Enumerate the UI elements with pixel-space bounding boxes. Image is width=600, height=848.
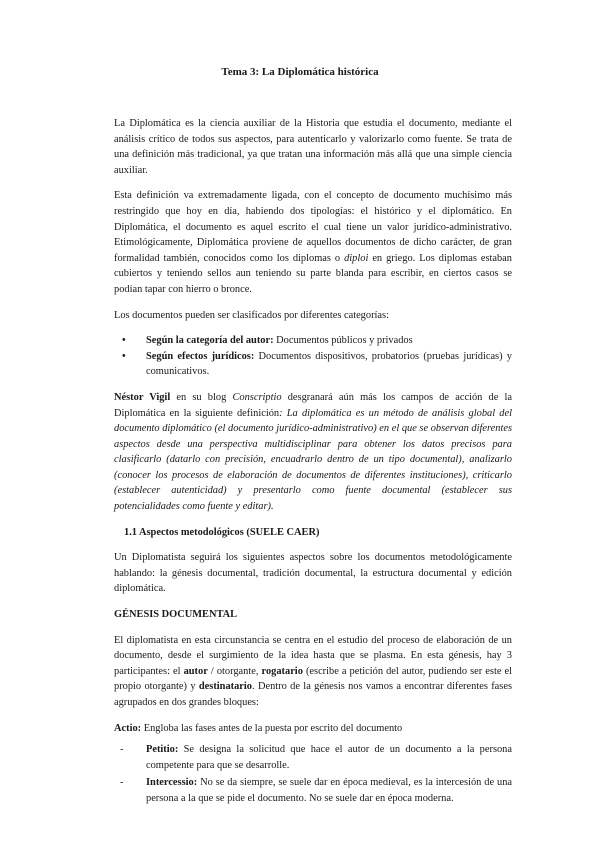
list-item (114, 349, 512, 380)
section-paragraph: Un Diplomatista seguirá los siguientes aspectos sobre los documentos metodológicamente hablando: la génesis documental, tradición documental, la estructura documental y edición diplomática. (114, 552, 512, 595)
definition-text-a: Esta definición va extremadamente ligada, con el concepto de documento muchísimo más restringido que hoy en día, habiendo dos tipologías: el histórico y el diplomático. En Diplomática, el documento es aquel escrito el cual tiene un valor jurídico-administrativo. Etimológicamente, Diplomática proviene de aquellos documentos de dicho carácter, de gran formalidad también, conocidos como los diplomas o (114, 190, 512, 264)
vigil-name: Néstor Vigil (114, 391, 171, 403)
category-text: Documentos dispositivos, probatorios (pruebas jurídicas) y comunicativos. (146, 350, 512, 378)
definition-paragraph (114, 188, 512, 297)
actio-text: Engloba las fases antes de la puesta por escrito del documento (141, 722, 403, 734)
phase-label: Petitio: (146, 744, 179, 756)
destinatario-term: destinatario (198, 681, 252, 693)
vigil-quote: : La diplomática es un método de análisis global del documento diplomático (el documento jurídico-administrativo) en el que se observan diferentes aspectos desde una perspectiva multidisciplinar para obtener los datos precisos para clasificarlo (datarlo con precisión, encuadrarlo dentro de un tipo documental), analizarlo (conocer los procesos de elaboración de documentos de diferentes instituciones), criticarlo (establecer autenticidad) y presentarlo como fuente documental (establecer sus potencialidades como fuente y editar). (114, 407, 512, 513)
definition-text-b: en griego. Los diplomas estaban cubiertos y teniendo sellos aun teniendo su parte blanda para escribir, en ciertos casos se podían tapar con hierro o bronce. (114, 252, 512, 295)
genesis-text-d: . Dentro de la génesis nos vamos a encontrar diferentes fases agrupados en dos grandes bloques: (114, 681, 512, 708)
category-list (114, 333, 512, 380)
rogatario-term: rogatario (261, 665, 303, 677)
genesis-text-a: El diplomatista en esta circunstancia se centra en el estudio del proceso de elaboración de un documento, desde el surgimiento de la idea hasta que se plasma. En esta génesis, hay 3 participantes: el (114, 634, 512, 677)
diploi-term: diploi (344, 252, 369, 264)
category-text: Documentos públicos y privados (273, 335, 413, 347)
classification-intro: Los documentos pueden ser clasificados por diferentes categorías: (114, 309, 389, 321)
list-item (114, 775, 512, 806)
vigil-paragraph (114, 390, 512, 515)
list-item (114, 333, 512, 349)
genesis-heading: GÉNESIS DOCUMENTAL (114, 609, 238, 621)
section-heading: 1.1 Aspectos metodológicos (SUELE CAER) (124, 526, 320, 538)
document-body (114, 116, 512, 809)
actio-paragraph (114, 721, 512, 737)
phase-label: Intercessio: (146, 777, 198, 789)
list-item (114, 742, 512, 773)
genesis-text-b: / otorgante, (207, 665, 262, 677)
genesis-text-c: (escribe a petición del autor, pudiendo ser este el propio otorgante) y (114, 665, 512, 693)
page-title: Tema 3: La Diplomática histórica (221, 66, 379, 78)
phase-text: No se da siempre, se suele dar en época medieval, es la intercesión de una persona a la que se pide el documento. No se suele dar en época moderna. (146, 777, 512, 804)
category-label: Según la categoría del autor: (146, 335, 274, 347)
intro-paragraph: La Diplomática es la ciencia auxiliar de la Historia que estudia el documento, mediante el análisis crítico de todos sus aspectos, para autenticarlo y valorizarlo como fuente. Se trata de una definición más tradicional, ya que tratan una información más allá que una simple ciencia auxiliar. (114, 118, 512, 176)
actio-label: Actio: (114, 722, 142, 734)
phase-text: Se designa la solicitud que hace el autor de un documento a la persona competente para que se desarrolle. (146, 744, 512, 771)
vigil-text-a: en su blog (170, 391, 233, 403)
vigil-text-b: desgranará aún más los campos de acción de la Diplomática en la siguiente definición (114, 391, 512, 419)
category-label: Según efectos jurídicos: (146, 350, 255, 362)
genesis-paragraph (114, 633, 512, 711)
phase-list (114, 742, 512, 806)
blog-name: Conscriptio (232, 391, 282, 403)
autor-term: autor (183, 665, 208, 677)
